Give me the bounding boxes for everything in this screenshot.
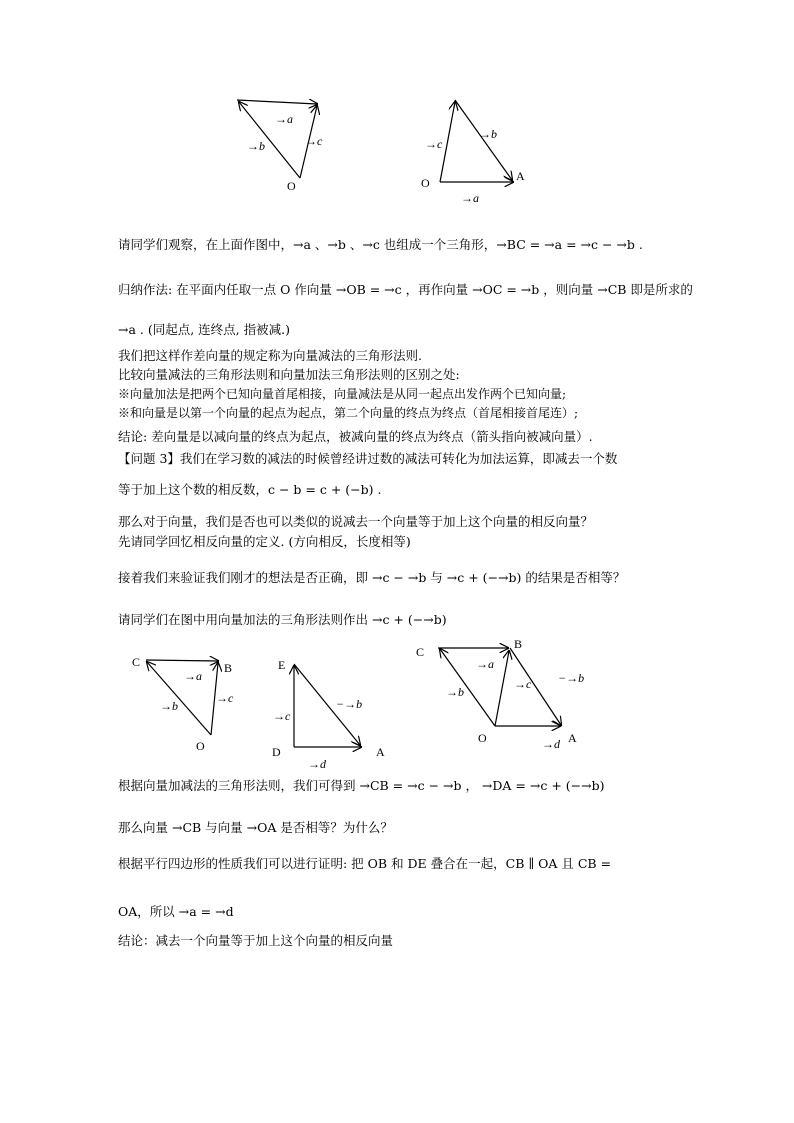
point-O: O [287, 179, 296, 193]
vector-triangle-diagram [126, 650, 236, 755]
point-O: O [421, 176, 430, 190]
point-C: C [416, 645, 425, 659]
point-B: B [514, 637, 523, 651]
text-line-rule-name: 我们把这样作差向量的规定称为向量减法的三角形法则. [118, 348, 422, 363]
vector-triangle-diagram [268, 652, 393, 772]
vector-triangle-diagram [225, 90, 335, 200]
label-c: →c [514, 677, 532, 691]
label-a: →a [461, 191, 479, 205]
label-c: →c [425, 137, 443, 151]
text-line-mnemonic: →a . (同起点, 连终点, 指被减.) [118, 322, 290, 337]
text-line-equal-question: 那么向量 →CB 与向量 →OA 是否相等？为什么？ [118, 820, 393, 835]
figure-top-right [415, 90, 545, 208]
label-b: →b [247, 139, 265, 153]
text-line-draw: 请同学们在图中用向量加法的三角形法则作出 →c + (−→b) [118, 612, 447, 627]
figure-top-left [225, 90, 335, 200]
text-line-recall: 先请同学回忆相反向量的定义. (方向相反，长度相等) [118, 534, 411, 549]
label-c: →c [273, 709, 291, 723]
vector-triangle-diagram [415, 90, 545, 208]
parallelogram-diagram [410, 636, 590, 756]
text-line-note1: ※向量加法是把两个已知向量首尾相接，向量减法是从同一起点出发作两个已知向量; [118, 387, 567, 401]
text-line-proof-end: OA，所以 →a = →d [118, 904, 234, 919]
figure-bottom-left [126, 650, 236, 755]
text-line-note2: ※和向量是以第一个向量的起点为起点，第二个向量的终点为终点（首尾相接首尾连）; [118, 406, 579, 420]
text-line-vector-question: 那么对于向量，我们是否也可以类似的说减去一个向量等于加上这个向量的相反向量？ [118, 514, 594, 529]
point-C: C [132, 655, 141, 669]
label-a: →a [275, 112, 293, 126]
text-line-opposite-number: 等于加上这个数的相反数，c − b = c + (−b) . [118, 482, 382, 497]
point-E: E [278, 658, 286, 672]
point-A: A [516, 169, 525, 183]
label-b: →b [446, 685, 464, 699]
text-line-result: 根据向量加减法的三角形法则，我们可得到 →CB = →c − →b ， →DA = →c + (−→b) [118, 778, 605, 793]
text-line-summary: 归纳作法: 在平面内任取一点 O 作向量 →OB = →c ，再作向量 →OC = →b ，则向量 →CB 即是所求的 [118, 282, 693, 297]
label-d: →d [542, 737, 560, 751]
text-line-conclusion1: 结论: 差向量是以减向量的终点为起点，被减向量的终点为终点（箭头指向被减向量）. [118, 429, 593, 444]
point-O: O [478, 731, 487, 745]
label-b: →b [160, 699, 178, 713]
label-neg-b: −→b [558, 671, 585, 685]
figure-bottom-right [410, 636, 590, 756]
point-B: B [224, 661, 233, 675]
point-D: D [272, 745, 281, 759]
point-O: O [196, 739, 205, 753]
label-a: →a [476, 657, 494, 671]
label-c: →c [305, 134, 323, 148]
point-A: A [376, 745, 385, 759]
label-neg-b: −→b [336, 697, 363, 711]
text-line-observe: 请同学们观察，在上面作图中，→a 、→b 、→c 也组成一个三角形，→BC = →a = →c − →b . [118, 237, 643, 252]
point-A: A [568, 731, 577, 745]
text-line-proof: 根据平行四边形的性质我们可以进行证明: 把 OB 和 DE 叠合在一起，CB ∥ OA 且 CB = [118, 856, 612, 871]
text-line-verify: 接着我们来验证我们刚才的想法是否正确，即 →c − →b 与 →c + (−→b) 的结果是否相等？ [118, 570, 626, 585]
label-a: →a [184, 669, 202, 683]
label-b: →b [479, 127, 497, 141]
label-c: →c [216, 691, 234, 705]
text-line-final-conclusion: 结论：减去一个向量等于加上这个向量的相反向量 [118, 933, 394, 948]
figure-bottom-middle [268, 652, 393, 772]
text-line-question3: 【问题 3】我们在学习数的减法的时候曾经讲过数的减法可转化为加法运算，即减去一个数 [118, 451, 618, 466]
label-d: →d [308, 757, 326, 771]
text-line-compare: 比较向量减法的三角形法则和向量加法三角形法则的区别之处: [118, 367, 460, 382]
